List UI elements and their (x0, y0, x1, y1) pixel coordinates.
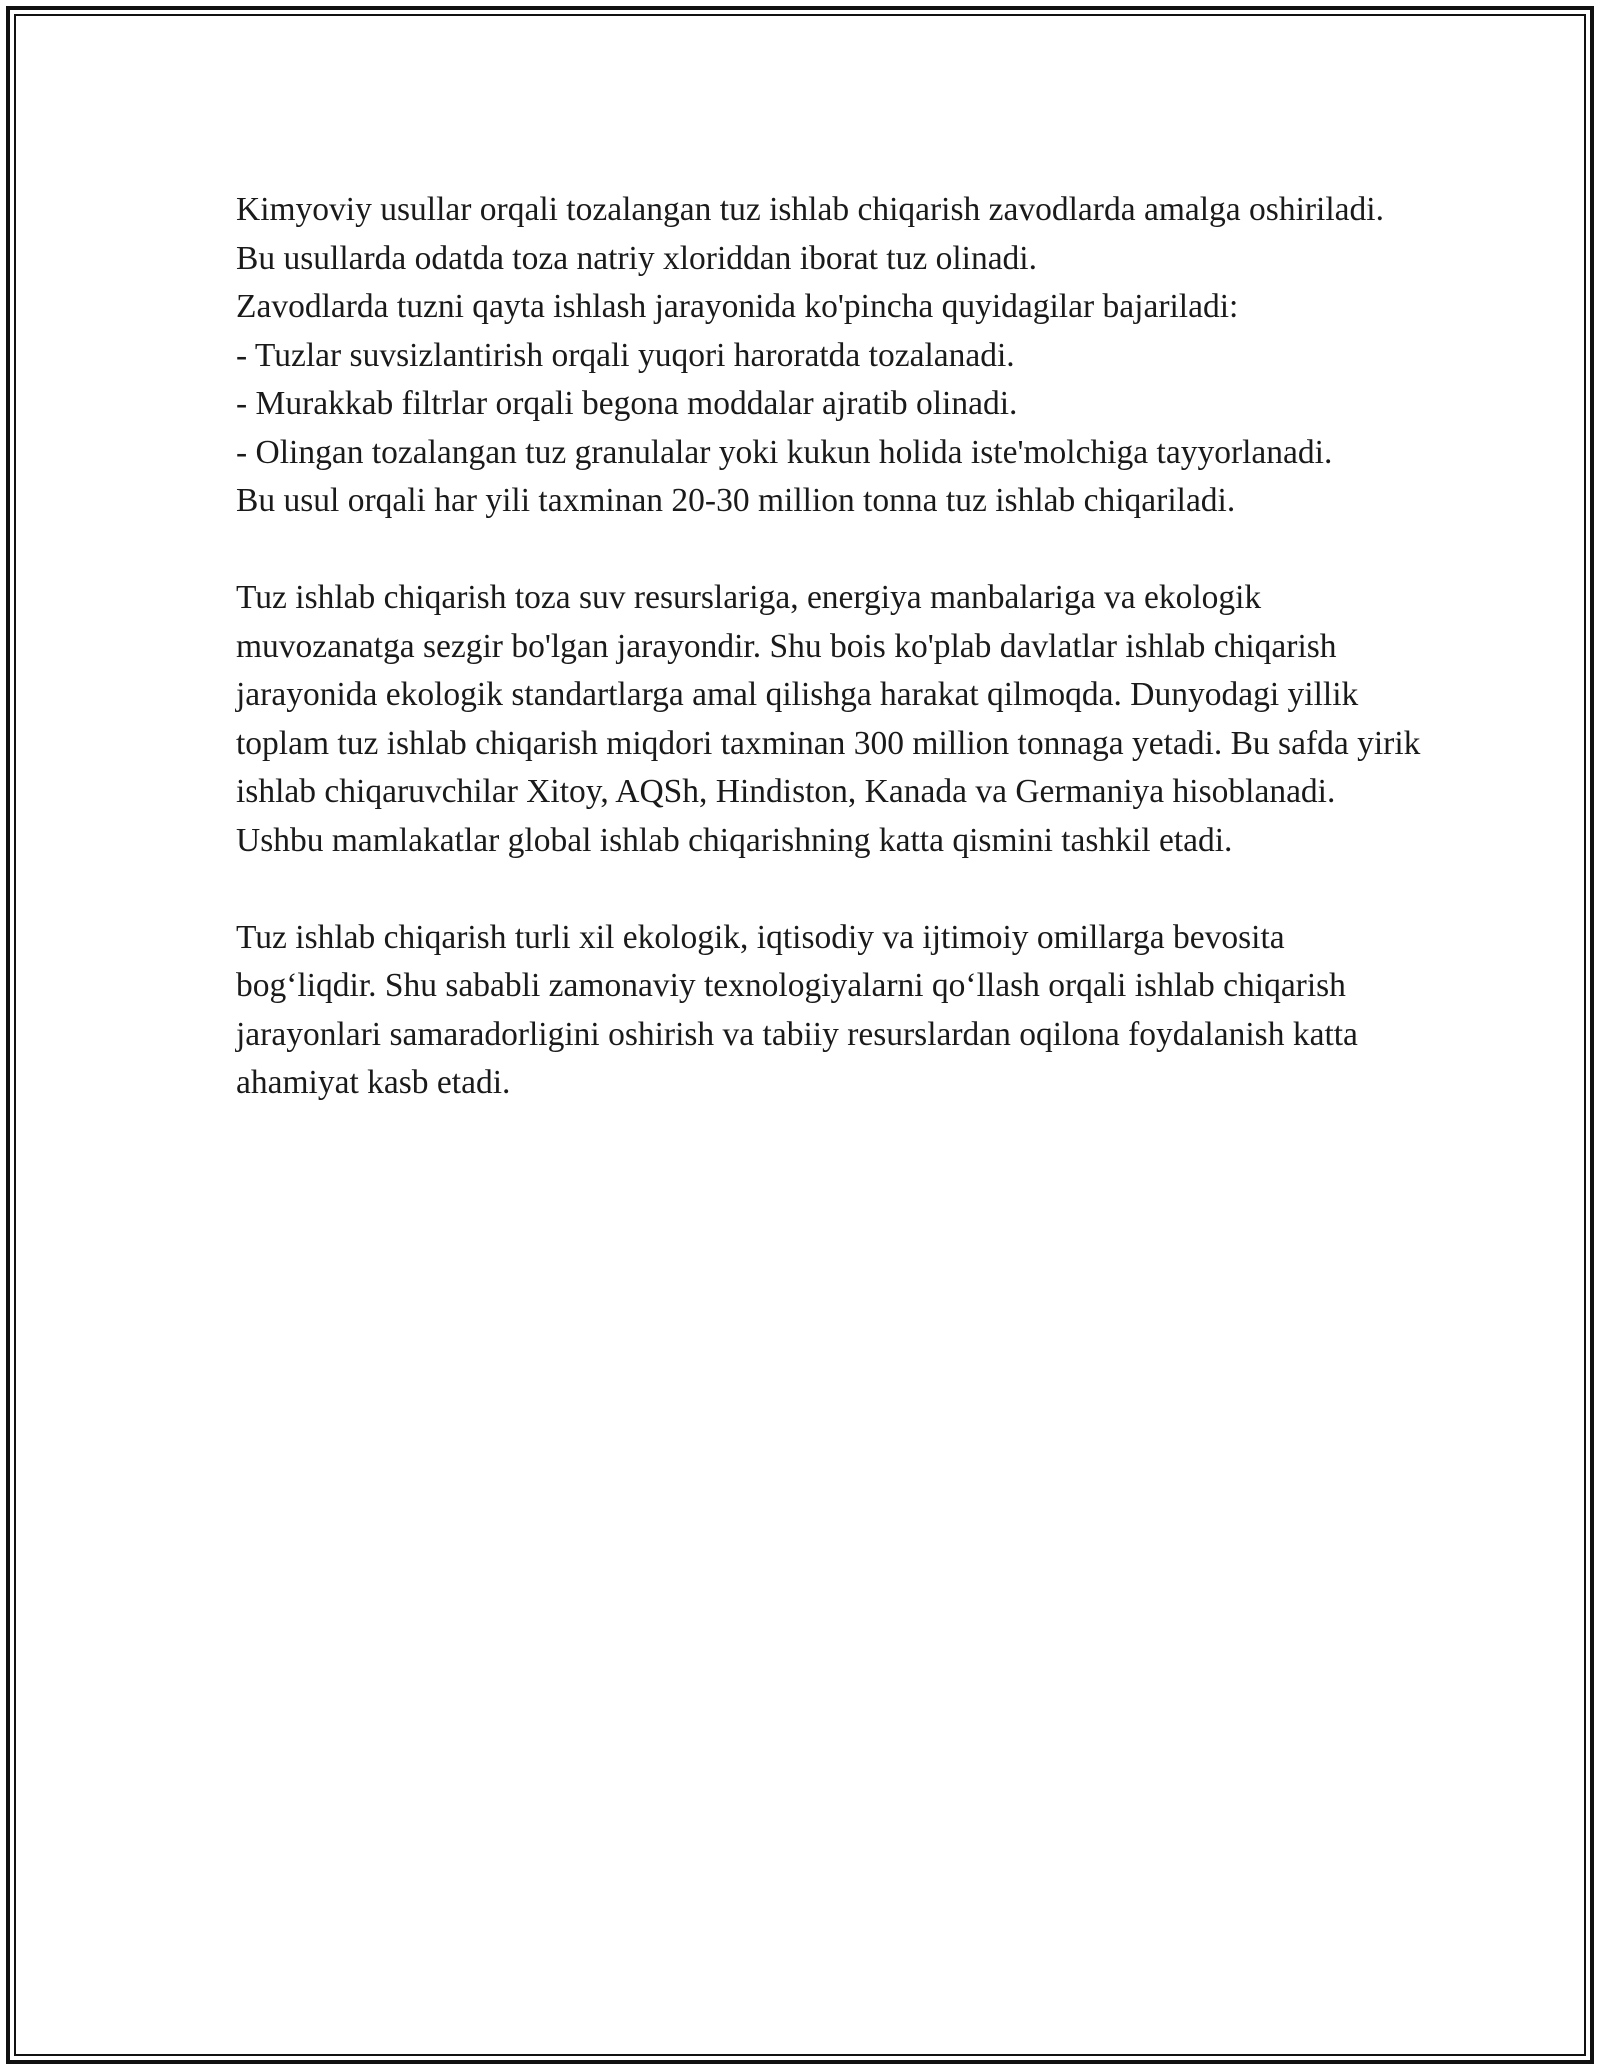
paragraph-3: Tuz ishlab chiqarish turli xil ekologik, iqtisodiy va ijtimoiy omillarga bevosita bog‘liqdir. Shu sababli zamonaviy texnologiyalarni qo‘llash orqali ishlab chiqarish jarayonlari samaradorligini oshirish va tabiiy resurslardan oqilona foydalanish katta ahamiyat kasb etadi. (236, 918, 1358, 1101)
paragraph-1-closing: Bu usul orqali har yili taxminan 20-30 million tonna tuz ishlab chiqariladi. (236, 482, 1236, 519)
paragraph-1-process-intro: Zavodlarda tuzni qayta ishlash jarayonida ko'pincha quyidagilar bajariladi: (236, 288, 1239, 325)
list-item: - Tuzlar suvsizlantirish orqali yuqori haroratda tozalanadi. (236, 336, 1015, 374)
document-body (236, 186, 1426, 1108)
paragraph-spacer (236, 526, 1426, 575)
paragraph-spacer (236, 865, 1426, 914)
process-step-list (236, 332, 1426, 478)
list-item: - Murakkab filtrlar orqali begona moddalar ajratib olinadi. (236, 385, 1018, 422)
list-item: - Olingan tozalangan tuz granulalar yoki kukun holida iste'molchiga tayyorlanadi. (236, 433, 1333, 471)
paragraph-2: Tuz ishlab chiqarish toza suv resurslariga, energiya manbalariga va ekologik muvozanatga sezgir bo'lgan jarayondir. Shu bois ko'plab davlatlar ishlab chiqarish jarayonida ekologik standartlarga amal qilishga harakat qilmoqda. Dunyodagi yillik toplam tuz ishlab chiqarish miqdori taxminan 300 million tonnaga yetadi. Bu safda yirik ishlab chiqaruvchilar Xitoy, AQSh, Hindiston, Kanada va Germaniya hisoblanadi. Ushbu mamlakatlar global ishlab chiqarishning katta qismini tashkil etadi. (236, 579, 1421, 859)
paragraph-1-intro: Kimyoviy usullar orqali tozalangan tuz ishlab chiqarish zavodlarda amalga oshiriladi. Bu usullarda odatda toza natriy xloriddan iborat tuz olinadi. (236, 191, 1384, 277)
